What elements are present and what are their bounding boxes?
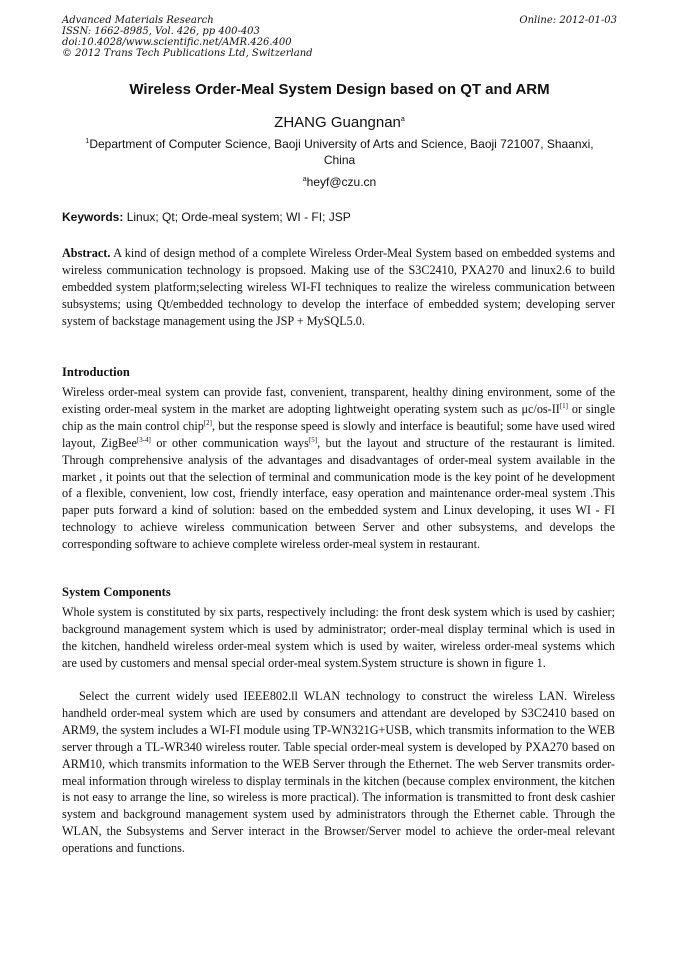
- keywords: [62, 209, 617, 225]
- affiliation: [62, 136, 617, 168]
- abstract-label: Abstract.: [62, 246, 111, 260]
- intro-text-4: or other communication ways: [150, 435, 309, 450]
- components-heading: System Components: [62, 585, 171, 599]
- abstract-text: A kind of design method of a complete Wireless Order-Meal System based on embedded systems and wireless communication technology is propsoed. Making use of the S3C2410, PXA270 and linux2.6 to build embedded system platform;selecting wireless WI-FI techniques to realize the wireless communication between subsystems; using Qt/embedded technology to develop the interface of embedded system; developing server system of backstage management using the JSP + MySQL5.0.: [62, 246, 615, 328]
- paper-title: Wireless Order-Meal System Design based on QT and ARM: [129, 81, 550, 98]
- email-sup: a: [302, 176, 307, 183]
- author: [62, 113, 617, 133]
- components-paragraph-2: Select the current widely used IEEE802.ll WLAN technology to construct the wireless LAN. Wireless handheld order-meal system which are used by consumers and attendant are developed by S3C2410 based on ARM9, the system includes a WI-FI module using TP-WN321G+USB, which transmits information to the WEB server through a TL-WR340 wireless router. Table special order-meal system is developed by PXA270 based on ARM10, which transmits information to the WEB Server through the Ethernet. The web Server transmits order-meal information through wireless to display terminals in the kitchen (because complex environment, the kitchen is not easy to arrange the line, so wireless is more practical). The information is transmitted to front desk cashier system and background management system used by administrators through the Ethernet cable. Through the WLAN, the Subsystems and Server interact in the Browser/Server model to achieve the order-meal relevant operations and functions.: [62, 689, 615, 856]
- intro-text-2: or single chip as the main control chip: [62, 401, 616, 433]
- intro-ref-4: [5]: [308, 435, 318, 444]
- affiliation-line1: Department of Computer Science, Baoji University of Arts and Science, Baoji 721007, Shaanxi,: [89, 137, 594, 151]
- abstract: [62, 245, 615, 330]
- introduction-paragraph: [62, 384, 615, 553]
- author-sup: a: [400, 116, 405, 123]
- intro-text-3: , but the response speed is slowly and interface is beautiful; some have used wired layout, ZigBee: [62, 418, 615, 450]
- intro-text-1: Wireless order-meal system can provide fast, convenient, transparent, healthy dining environment, some of the existing order-meal system in the market are adopting lightweight operating system such as μc/os-II: [62, 385, 615, 416]
- journal-doi: doi:10.4028/www.scientific.net/AMR.426.400: [62, 37, 292, 48]
- journal-issn: ISSN: 1662-8985, Vol. 426, pp 400-403: [62, 26, 260, 37]
- introduction-heading: Introduction: [62, 365, 130, 379]
- affiliation-sup: 1: [85, 138, 90, 145]
- intro-ref-2: [2]: [203, 418, 212, 427]
- intro-text-5: , but the layout and structure of the restaurant is limited. Through comprehensive analysis of the advantages and disadvantages of order-meal system available in the market , it points out that the selection of terminal and communication mode is the key point of he development of a flexible, convenient, low cost, friendly interface, easy operation and maintenance order-meal system .This paper puts forward a kind of solution: based on the embedded system and Linux developing, it uses WI - FI technology to achieve wireless communication between Server and other subsystems, and develops the corresponding software to achieve complete wireless order-meal system in restaurant.: [62, 435, 615, 552]
- affiliation-line2: China: [323, 153, 356, 167]
- author-email: [62, 174, 617, 190]
- intro-ref-3: [3-4]: [136, 435, 151, 444]
- components-paragraph-1: Whole system is constituted by six parts, respectively including: the front desk system which is used by cashier; background management system which is used by administrator; order-meal display terminal which is used in the kitchen, handheld wireless order-meal system which is used by waiter, wireless order-meal systems which are used by customers and mensal special order-meal system.System structure is shown in figure 1.: [62, 605, 615, 670]
- keywords-label: Keywords:: [62, 210, 124, 224]
- keywords-text: Linux; Qt; Orde-meal system; WI - FI; JSP: [123, 210, 351, 224]
- email-address: heyf@czu.cn: [306, 175, 377, 189]
- intro-ref-1: [1]: [559, 401, 569, 410]
- online-date: Online: 2012-01-03: [519, 15, 617, 26]
- journal-header: [62, 15, 617, 59]
- author-name: ZHANG Guangnan: [274, 114, 401, 131]
- journal-name: Advanced Materials Research: [62, 15, 214, 26]
- journal-copyright: © 2012 Trans Tech Publications Ltd, Switzerland: [62, 48, 313, 59]
